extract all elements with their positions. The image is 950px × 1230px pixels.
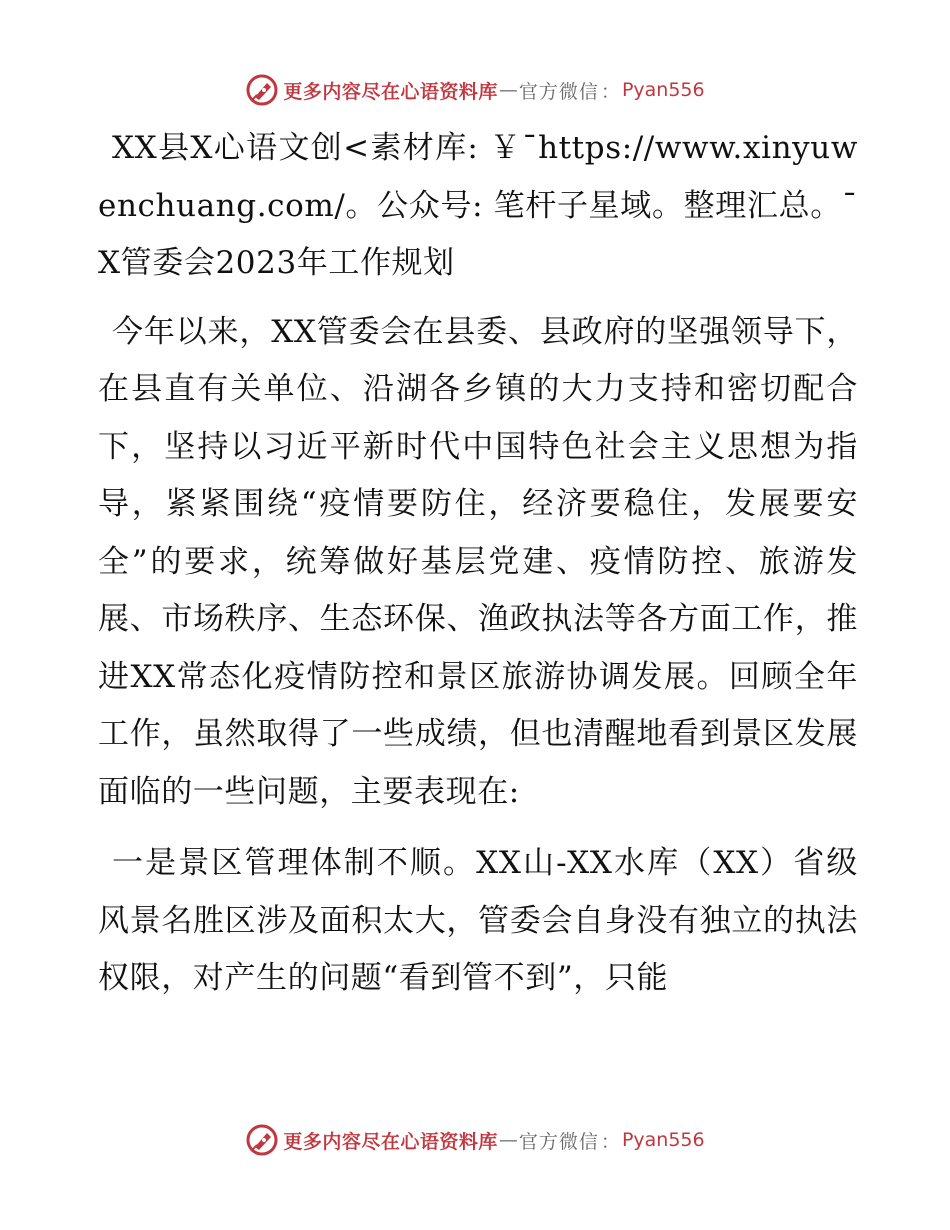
watermark-brand-text: 更多内容尽在心语资料库 [283,1130,498,1153]
watermark-wechat-id: Pyan556 [621,1129,705,1151]
document-title-paragraph: XX县X心语文创<素材库: ￥¯https://www.xinyuwenchuang.com/。公众号: 笔杆子星域。整理汇总。¯X管委会2023年工作规划 [98,130,858,281]
watermark-brand-text: 更多内容尽在心语资料库 [283,80,498,103]
watermark-wechat-id: Pyan556 [621,79,705,101]
header-watermark [0,70,950,110]
watermark-colon: ： [600,80,620,103]
pen-nib-logo-icon [245,1123,279,1157]
watermark-colon: ： [600,1130,620,1153]
pen-nib-logo-icon [245,73,279,107]
document-body [98,120,858,1008]
intro-paragraph: 今年以来，XX管委会在县委、县政府的坚强领导下，在县直有关单位、沿湖各乡镇的大力支持和密切配合下，坚持以习近平新时代中国特色社会主义思想为指导，紧紧围绕“疫情要防住，经济要稳住，发展要安全”的要求，统筹做好基层党建、疫情防控、旅游发展、市场秩序、生态环保、渔政执法等各方面工作，推进XX常态化疫情防控和景区旅游协调发展。回顾全年工作，虽然取得了一些成绩，但也清醒地看到景区发展面临的一些问题，主要表现在: [98,313,858,810]
watermark-dash: — [498,79,518,101]
watermark-official-label: 官方微信 [518,80,599,103]
footer-watermark [0,1120,950,1160]
watermark-official-label: 官方微信 [518,1130,599,1153]
watermark-dash: — [498,1129,518,1151]
issue-one-paragraph: 一是景区管理体制不顺。XX山-XX水库（XX）省级风景名胜区涉及面积太大，管委会自身没有独立的执法权限，对产生的问题“看到管不到”，只能 [98,845,858,996]
